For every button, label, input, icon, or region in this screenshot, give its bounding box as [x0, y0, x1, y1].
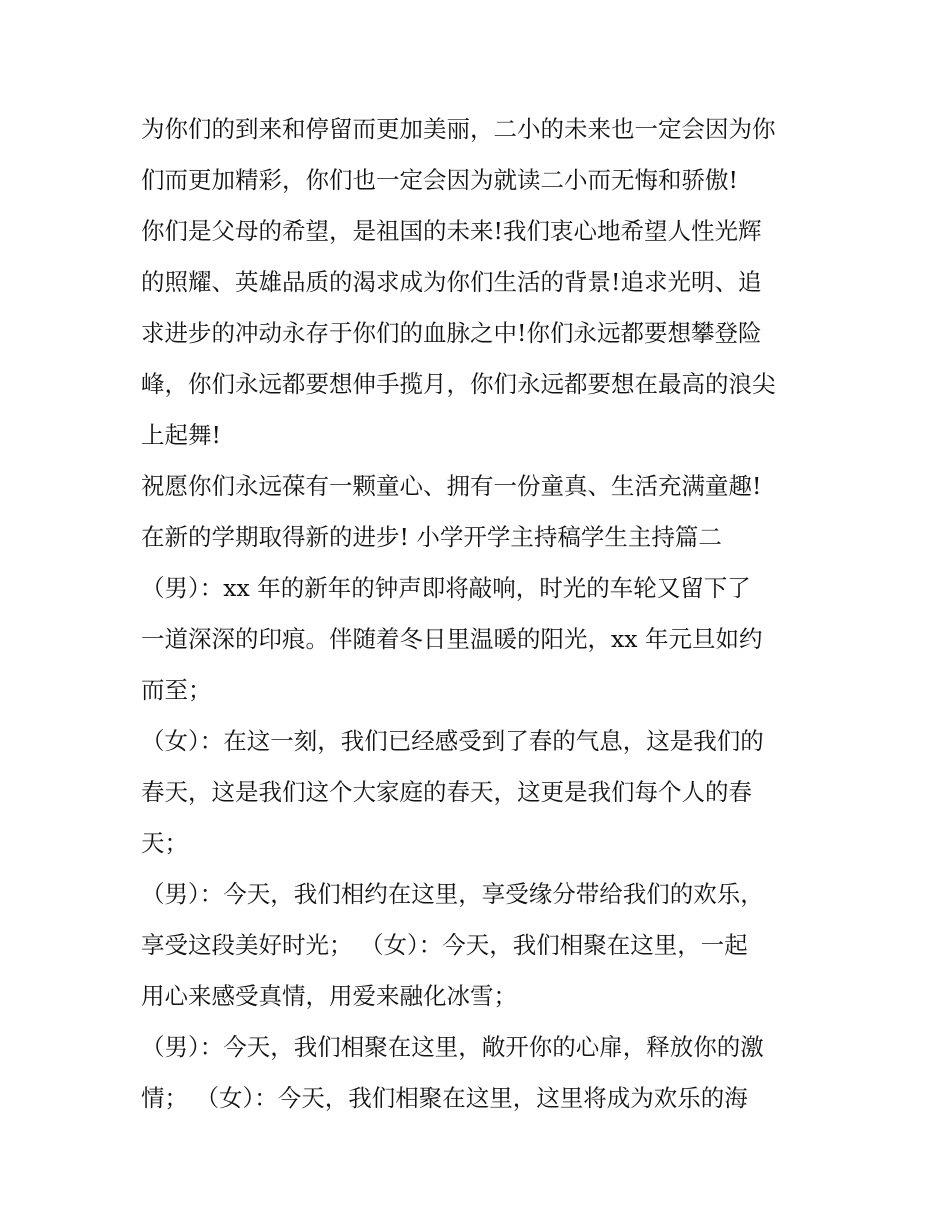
text-line: 在新的学期取得新的进步! 小学开学主持稿学生主持篇二	[141, 523, 722, 551]
text-line: 享受这段美好时光； （女）：今天，我们相聚在这里，一起	[141, 931, 748, 959]
text-line: （女）：在这一刻，我们已经感受到了春的气息，这是我们的	[141, 727, 764, 755]
text-line: 祝愿你们永远葆有一颗童心、拥有一份童真、生活充满童趣!	[141, 472, 762, 500]
document-body	[141, 104, 821, 1124]
text-line: 春天，这是我们这个大家庭的春天，这更是我们每个人的春	[141, 778, 752, 806]
text-line: 用心来感受真情，用爱来融化冰雪；	[141, 982, 517, 1010]
text-line: 们而更加精彩，你们也一定会因为就读二小而无悔和骄傲!	[141, 166, 738, 194]
text-line: 峰，你们永远都要想伸手揽月，你们永远都要想在最高的浪尖	[141, 370, 776, 398]
text-line: 天；	[141, 829, 188, 857]
text-line: 为你们的到来和停留而更加美丽，二小的未来也一定会因为你	[141, 115, 776, 143]
text-line: 一道深深的印痕。伴随着冬日里温暖的阳光，xx 年元旦如约	[141, 625, 763, 653]
text-line: 你们是父母的希望，是祖国的未来!我们衷心地希望人性光辉	[141, 217, 762, 245]
text-line: 情； （女）：今天，我们相聚在这里，这里将成为欢乐的海	[141, 1084, 748, 1112]
text-line: （男）：今天，我们相约在这里，享受缘分带给我们的欢乐，	[141, 880, 764, 908]
text-line: 而至；	[141, 676, 212, 704]
text-line: 上起舞!	[141, 421, 221, 449]
text-line: 的照耀、英雄品质的渴求成为你们生活的背景!追求光明、追	[141, 268, 762, 296]
text-line: 求进步的冲动永存于你们的血脉之中!你们永远都要想攀登险	[141, 319, 762, 347]
text-line: （男）：今天，我们相聚在这里，敞开你的心扉，释放你的激	[141, 1033, 764, 1061]
text-line: （男）：xx 年的新年的钟声即将敲响，时光的车轮又留下了	[141, 574, 751, 602]
